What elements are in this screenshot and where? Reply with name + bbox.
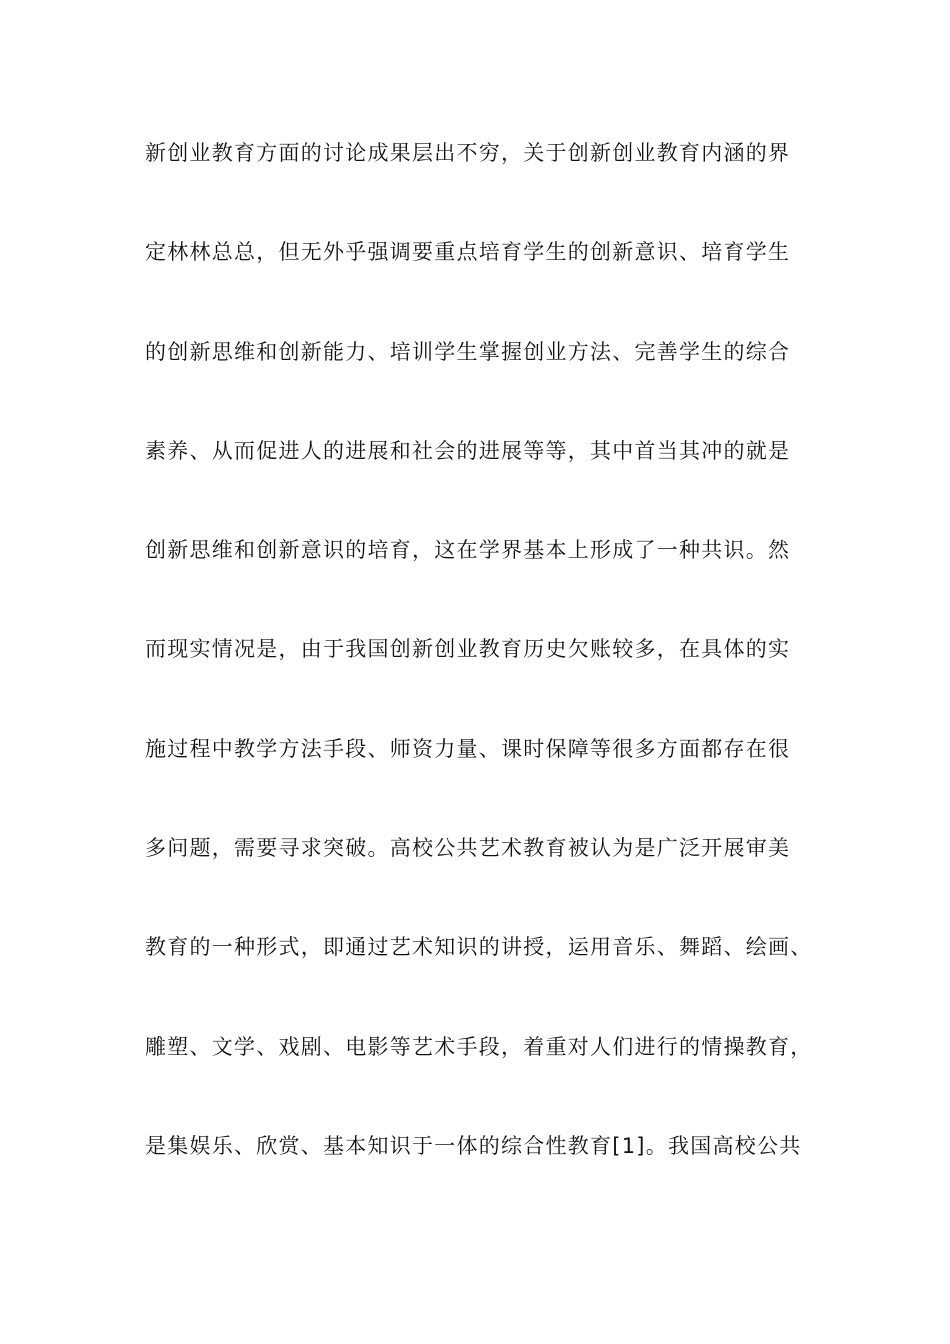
- text-line-8: 多问题，需要寻求突破。高校公共艺术教育被认为是广泛开展审美: [145, 836, 791, 861]
- text-line-5: 创新思维和创新意识的培育，这在学界基本上形成了一种共识。然: [145, 538, 791, 563]
- text-line-4: 素养、从而促进人的进展和社会的进展等等，其中首当其冲的就是: [145, 438, 791, 463]
- body-text: [145, 128, 815, 1220]
- text-line-2: 定林林总总，但无外乎强调要重点培育学生的创新意识、培育学生: [145, 240, 791, 265]
- text-line-1: 新创业教育方面的讨论成果层出不穷，关于创新创业教育内涵的界: [145, 141, 791, 165]
- text-line-3: 的创新思维和创新能力、培训学生掌握创业方法、完善学生的综合: [145, 339, 791, 364]
- text-line-10: 雕塑、文学、戏剧、电影等艺术手段，着重对人们进行的情操教育，: [145, 1034, 813, 1059]
- text-line-9: 教育的一种形式，即通过艺术知识的讲授，运用音乐、舞蹈、绘画、: [145, 935, 813, 960]
- text-line-11: 是集娱乐、欣赏、基本知识于一体的综合性教育[1]。我国高校公共: [145, 1133, 802, 1158]
- text-line-7: 施过程中教学方法手段、师资力量、课时保障等很多方面都存在很: [145, 736, 791, 761]
- text-line-6: 而现实情况是，由于我国创新创业教育历史欠账较多，在具体的实: [145, 637, 791, 662]
